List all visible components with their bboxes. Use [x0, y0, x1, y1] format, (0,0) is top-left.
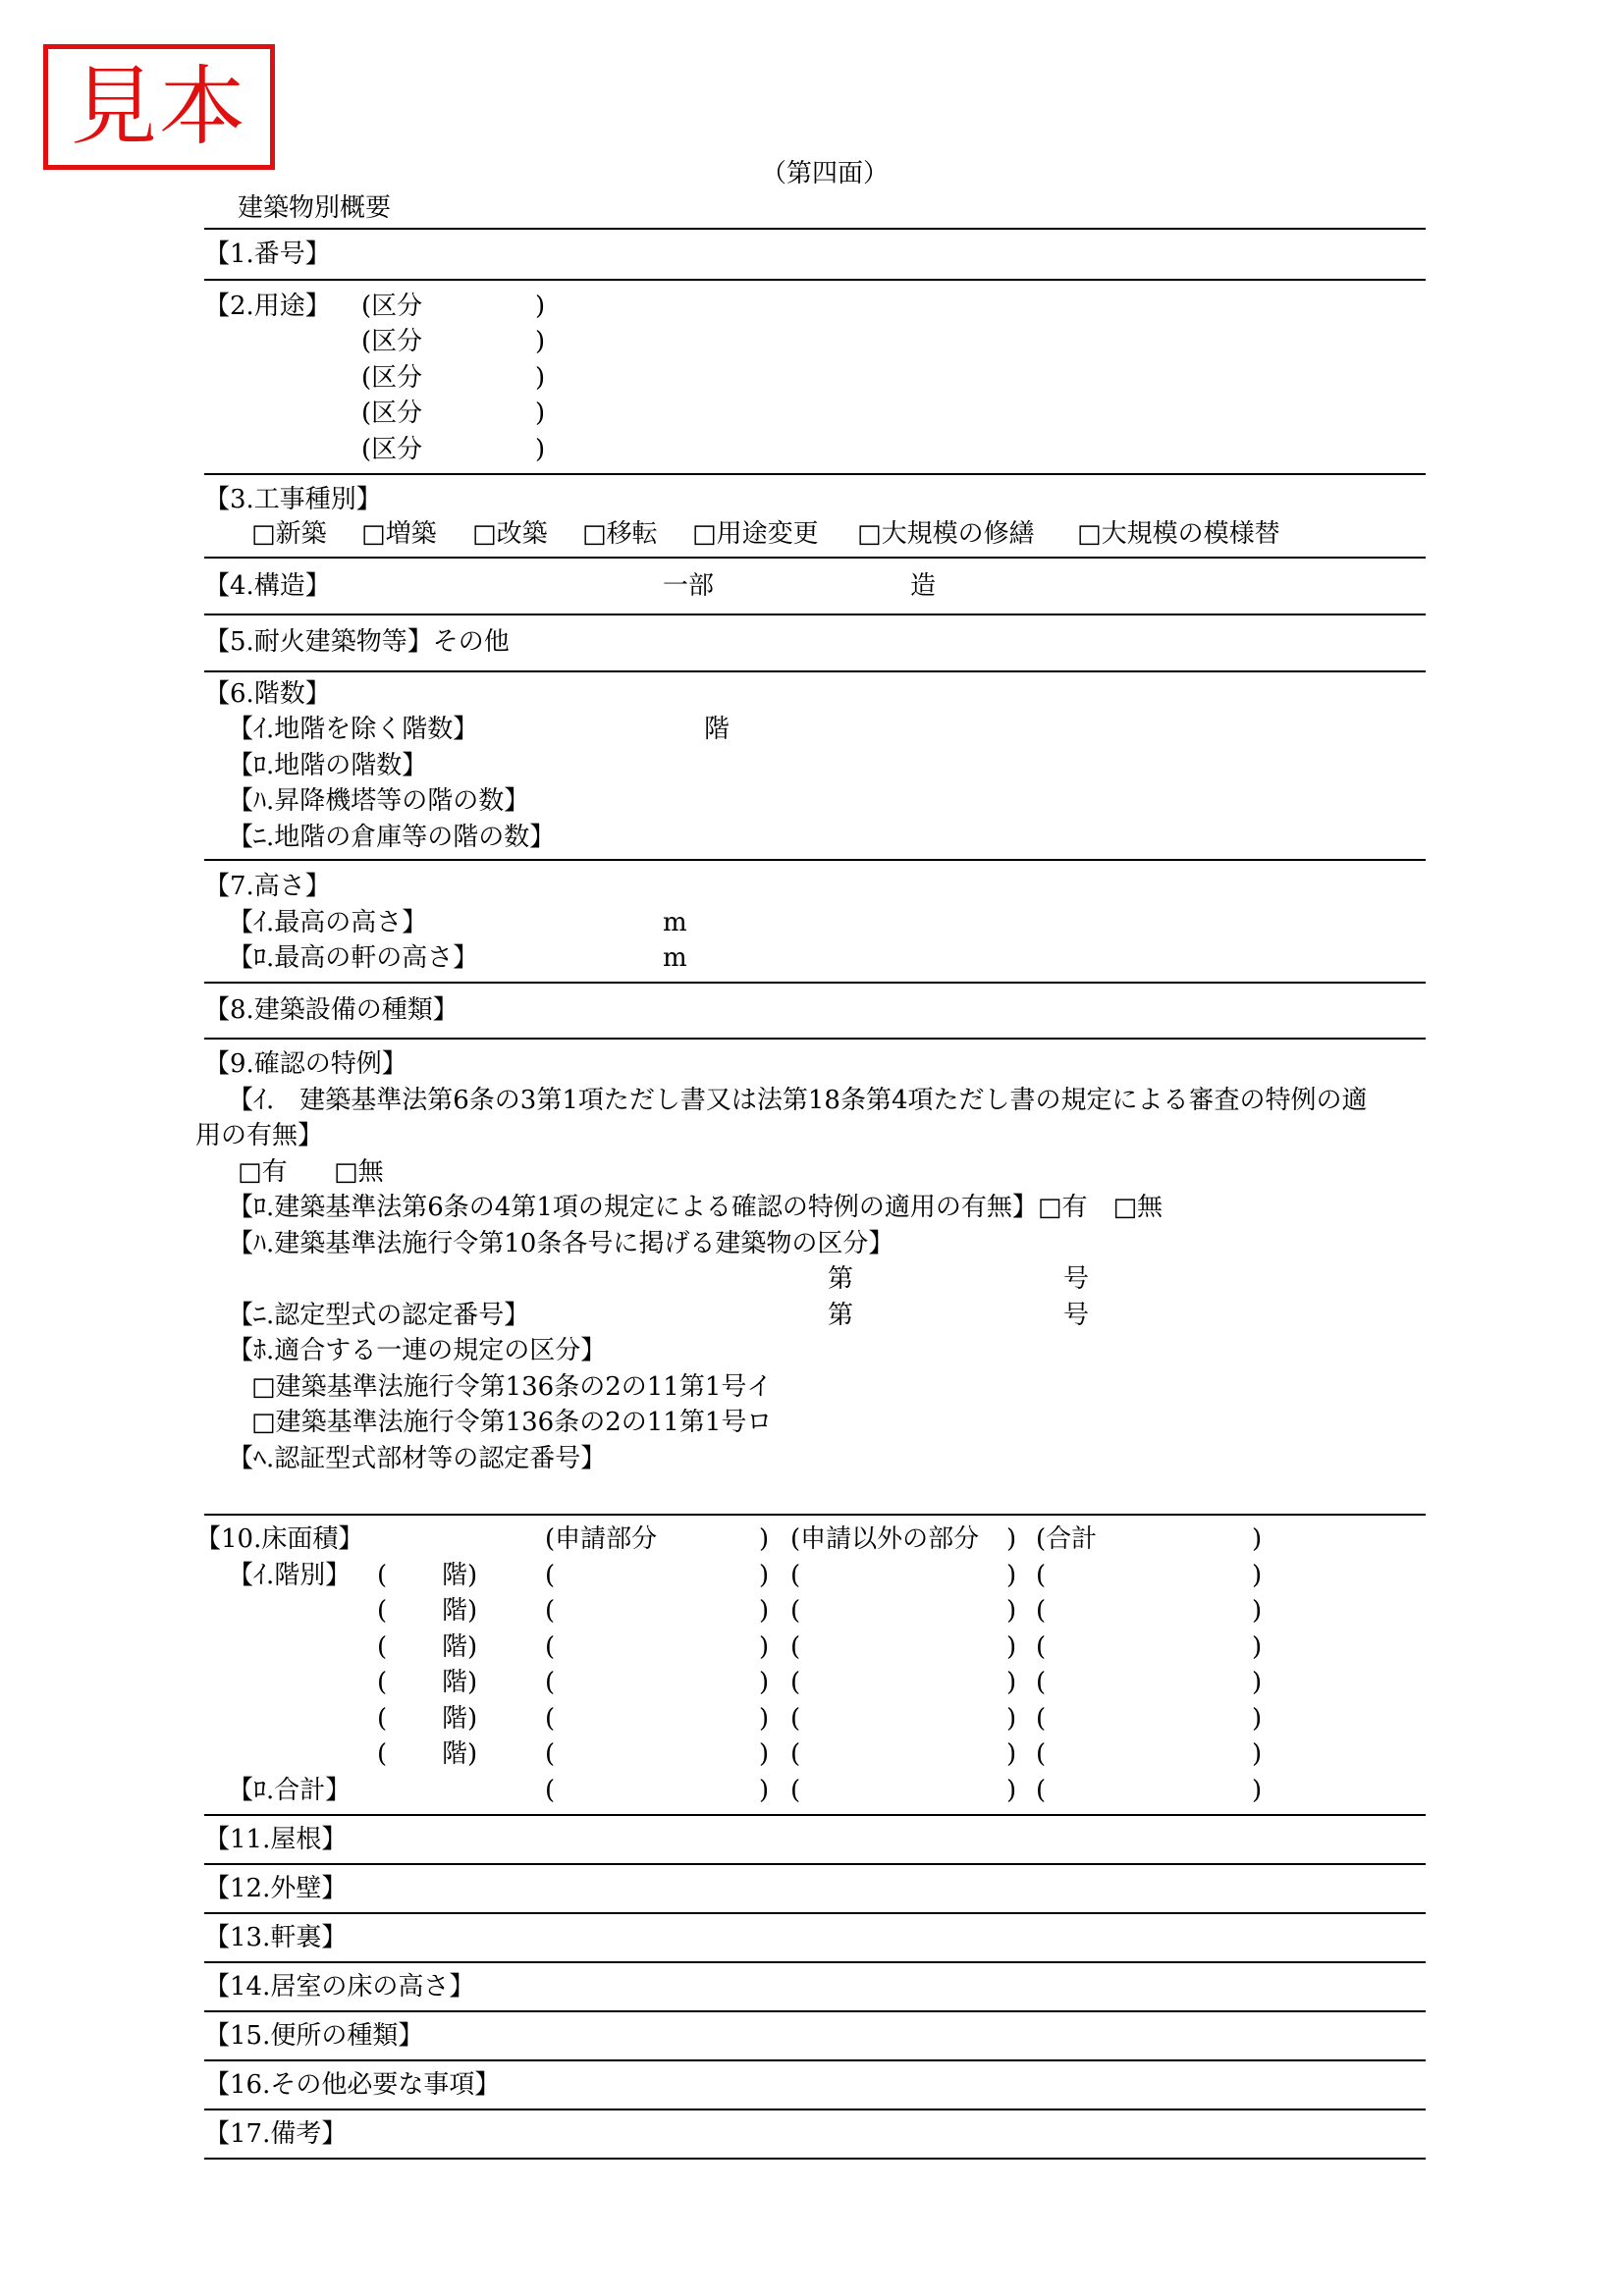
- kai-close: 階): [442, 1668, 478, 1697]
- paren-open: (: [377, 1561, 388, 1590]
- section-8-label: 【8.建築設備の種類】: [204, 995, 459, 1025]
- kai-close: 階): [442, 1704, 478, 1734]
- paren-open: (: [790, 1668, 801, 1697]
- kubun-label: (区分: [361, 435, 423, 464]
- option-kaichiku[interactable]: □改築: [472, 519, 548, 549]
- paren-open: (: [545, 1704, 556, 1734]
- paren-open: (: [790, 1561, 801, 1590]
- kai-close: 階): [442, 1739, 478, 1769]
- paren-close: ): [1252, 1776, 1263, 1805]
- kubun-close: ): [535, 292, 546, 321]
- paren-open: (: [545, 1632, 556, 1662]
- unit-m: m: [663, 908, 687, 937]
- option-daikibo-moyougae[interactable]: □大規模の模様替: [1077, 519, 1280, 549]
- paren-close: ): [1252, 1561, 1263, 1590]
- divider: [204, 279, 1426, 281]
- col-close: ): [759, 1524, 770, 1554]
- section-4-label: 【4.構造】: [204, 571, 331, 601]
- paren-close: ): [759, 1704, 770, 1734]
- section-5-label: 【5.耐火建築物等】その他: [204, 627, 510, 657]
- paren-open: (: [790, 1776, 801, 1805]
- divider: [204, 1863, 1426, 1865]
- paren-open: (: [545, 1739, 556, 1769]
- divider: [204, 614, 1426, 615]
- paren-open: (: [1036, 1632, 1047, 1662]
- page-face: （第四面）: [761, 159, 890, 188]
- col-total-header: (合計: [1036, 1524, 1098, 1554]
- divider: [204, 2109, 1426, 2110]
- per-floor-label: 【ｲ.階別】: [228, 1561, 352, 1590]
- paren-close: ): [1252, 1668, 1263, 1697]
- paren-open: (: [790, 1632, 801, 1662]
- special-review-line2: 用の有無】: [195, 1121, 324, 1150]
- section-1-label: 【1.番号】: [204, 240, 331, 269]
- building-category-label: 【ﾊ.建築基準法施行令第10条各号に掲げる建築物の区分】: [228, 1229, 894, 1258]
- section-16-label: 【16.その他必要な事項】: [204, 2070, 501, 2100]
- paren-close: ): [1006, 1704, 1017, 1734]
- kai-close: 階): [442, 1561, 478, 1590]
- paren-open: (: [545, 1596, 556, 1626]
- max-height-label: 【ｲ.最高の高さ】: [228, 908, 428, 937]
- floors-above-ground-label: 【ｲ.地階を除く階数】: [228, 715, 479, 744]
- divider: [204, 2059, 1426, 2061]
- section-15-label: 【15.便所の種類】: [204, 2021, 424, 2051]
- rule-option-i[interactable]: □建築基準法施行令第136条の2の11第1号イ: [251, 1372, 773, 1402]
- dai-label: 第: [828, 1264, 854, 1294]
- sample-stamp: [43, 44, 275, 170]
- option-zouchiku[interactable]: □増築: [361, 519, 437, 549]
- divider: [204, 670, 1426, 672]
- paren-close: ): [1252, 1596, 1263, 1626]
- max-eave-height-label: 【ﾛ.最高の軒の高さ】: [228, 943, 479, 973]
- paren-close: ): [1006, 1596, 1017, 1626]
- paren-open: (: [1036, 1776, 1047, 1805]
- divider: [204, 557, 1426, 559]
- section-3-label: 【3.工事種別】: [204, 485, 382, 514]
- paren-open: (: [377, 1704, 388, 1734]
- kubun-close: ): [535, 327, 546, 356]
- paren-open: (: [1036, 1596, 1047, 1626]
- checkbox-yes[interactable]: □有: [238, 1157, 288, 1187]
- kai-label: 階: [704, 715, 731, 744]
- unit-m: m: [663, 943, 687, 973]
- paren-close: ): [1006, 1632, 1017, 1662]
- col-close: ): [1252, 1524, 1263, 1554]
- divider: [204, 228, 1426, 230]
- paren-open: (: [545, 1561, 556, 1590]
- kai-close: 階): [442, 1632, 478, 1662]
- paren-close: ): [1252, 1632, 1263, 1662]
- paren-open: (: [377, 1739, 388, 1769]
- zou-label: 造: [910, 571, 937, 601]
- penthouse-floors-label: 【ﾊ.昇降機塔等の階の数】: [228, 786, 530, 816]
- divider: [204, 1514, 1426, 1516]
- total-label: 【ﾛ.合計】: [228, 1776, 352, 1805]
- paren-open: (: [790, 1704, 801, 1734]
- basement-storage-floors-label: 【ﾆ.地階の倉庫等の階の数】: [228, 823, 556, 852]
- divider: [204, 1038, 1426, 1040]
- paren-close: ): [1006, 1668, 1017, 1697]
- paren-open: (: [545, 1776, 556, 1805]
- paren-close: ): [759, 1561, 770, 1590]
- paren-open: (: [377, 1596, 388, 1626]
- paren-close: ): [1006, 1739, 1017, 1769]
- gou-label: 号: [1063, 1264, 1090, 1294]
- paren-close: ): [759, 1739, 770, 1769]
- option-shinchiku[interactable]: □新築: [251, 519, 327, 549]
- col-applied-header: (申請部分: [545, 1524, 658, 1554]
- option-youto-henkou[interactable]: □用途変更: [692, 519, 819, 549]
- divider: [204, 2010, 1426, 2012]
- divider: [204, 1961, 1426, 1963]
- section-11-label: 【11.屋根】: [204, 1825, 348, 1854]
- dai-label: 第: [828, 1301, 854, 1330]
- gou-label: 号: [1063, 1301, 1090, 1330]
- kubun-label: (区分: [361, 292, 423, 321]
- paren-open: (: [790, 1739, 801, 1769]
- rule-option-ro[interactable]: □建築基準法施行令第136条の2の11第1号ロ: [251, 1408, 773, 1437]
- kubun-label: (区分: [361, 363, 423, 393]
- basement-floors-label: 【ﾛ.地階の階数】: [228, 751, 428, 780]
- kai-close: 階): [442, 1596, 478, 1626]
- confirmation-exception-line: 【ﾛ.建築基準法第6条の4第1項の規定による確認の特例の適用の有無】□有 □無: [228, 1193, 1164, 1222]
- kubun-label: (区分: [361, 327, 423, 356]
- option-daikibo-shuzen[interactable]: □大規模の修繕: [857, 519, 1035, 549]
- paren-open: (: [1036, 1739, 1047, 1769]
- kubun-label: (区分: [361, 399, 423, 428]
- checkbox-no[interactable]: □無: [334, 1157, 384, 1187]
- section-10-label: 【10.床面積】: [195, 1524, 364, 1554]
- divider: [204, 859, 1426, 861]
- section-13-label: 【13.軒裏】: [204, 1923, 348, 1952]
- type-approval-number-label: 【ﾆ.認定型式の認定番号】: [228, 1301, 530, 1330]
- paren-open: (: [1036, 1668, 1047, 1697]
- special-review-line1: 【ｲ. 建築基準法第6条の3第1項ただし書又は法第18条第4項ただし書の規定による審査の特例の適: [228, 1086, 1368, 1115]
- divider: [204, 982, 1426, 984]
- paren-close: ): [759, 1668, 770, 1697]
- paren-open: (: [790, 1596, 801, 1626]
- paren-close: ): [1006, 1776, 1017, 1805]
- paren-open: (: [377, 1632, 388, 1662]
- section-2-label: 【2.用途】: [204, 292, 331, 321]
- kubun-close: ): [535, 399, 546, 428]
- col-other-header: (申請以外の部分: [790, 1524, 980, 1554]
- certified-parts-number-label: 【ﾍ.認証型式部材等の認定番号】: [228, 1444, 607, 1473]
- paren-close: ): [759, 1632, 770, 1662]
- paren-close: ): [759, 1776, 770, 1805]
- paren-close: ): [1006, 1561, 1017, 1590]
- paren-close: ): [1252, 1739, 1263, 1769]
- paren-open: (: [1036, 1704, 1047, 1734]
- page-heading: 建築物別概要: [238, 193, 392, 223]
- divider: [204, 1814, 1426, 1816]
- divider: [204, 1912, 1426, 1914]
- paren-open: (: [1036, 1561, 1047, 1590]
- section-14-label: 【14.居室の床の高さ】: [204, 1972, 475, 2002]
- divider: [204, 473, 1426, 475]
- divider: [204, 2158, 1426, 2160]
- sample-stamp-text: 見本: [70, 56, 247, 157]
- section-9-label: 【9.確認の特例】: [204, 1049, 407, 1079]
- paren-close: ): [759, 1596, 770, 1626]
- kubun-close: ): [535, 435, 546, 464]
- ichibu-label: 一部: [663, 571, 715, 601]
- section-7-label: 【7.高さ】: [204, 872, 331, 901]
- paren-open: (: [545, 1668, 556, 1697]
- section-12-label: 【12.外壁】: [204, 1874, 348, 1903]
- kubun-close: ): [535, 363, 546, 393]
- section-6-label: 【6.階数】: [204, 679, 331, 709]
- applicable-rules-label: 【ﾎ.適合する一連の規定の区分】: [228, 1336, 607, 1365]
- paren-close: ): [1252, 1704, 1263, 1734]
- col-close: ): [1006, 1524, 1017, 1554]
- section-17-label: 【17.備考】: [204, 2119, 348, 2149]
- option-iten[interactable]: □移転: [582, 519, 658, 549]
- paren-open: (: [377, 1668, 388, 1697]
